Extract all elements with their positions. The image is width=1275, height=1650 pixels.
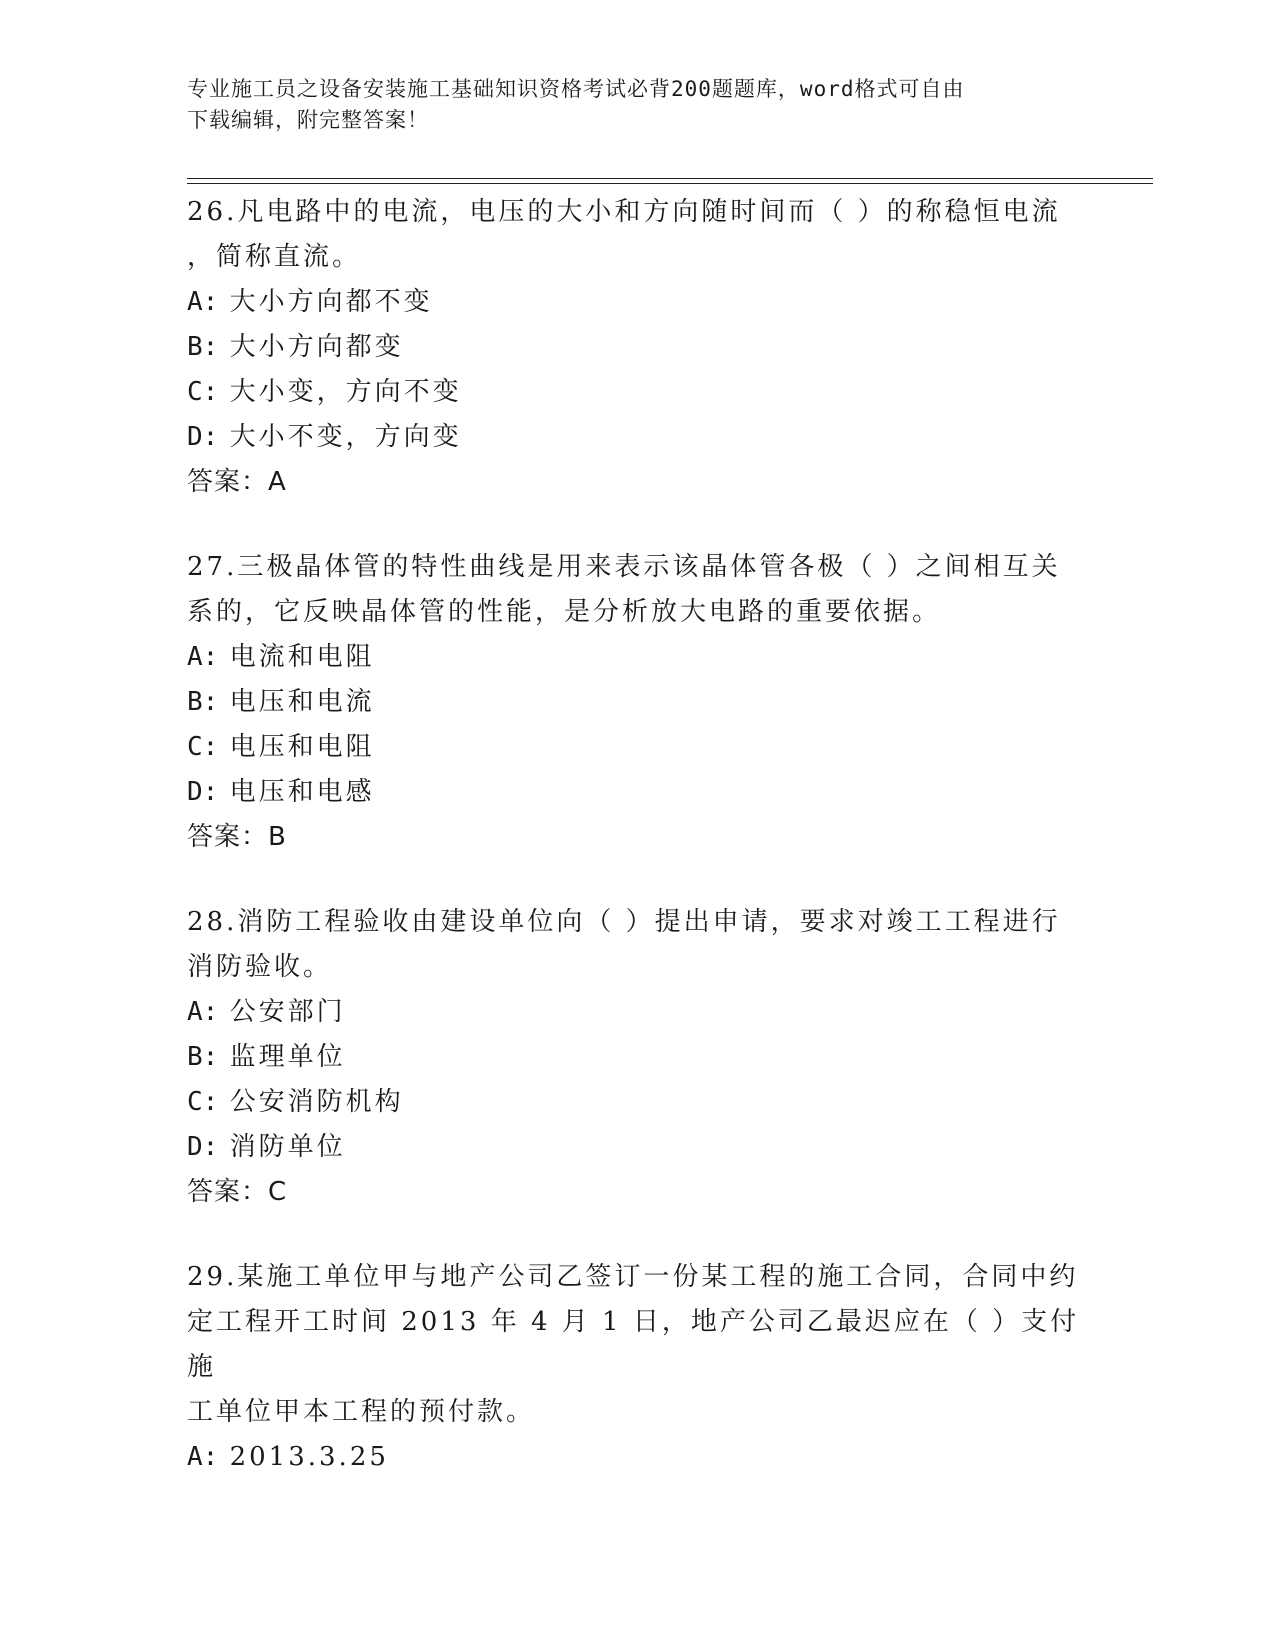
question-stem-line: 29.某施工单位甲与地产公司乙签订一份某工程的施工合同，合同中约: [187, 1262, 1079, 1292]
option-text: 监理单位: [229, 1042, 346, 1072]
option-text: 消防单位: [229, 1132, 346, 1162]
option-text: 电压和电感: [229, 777, 375, 807]
option-letter: B:: [187, 332, 219, 362]
option-letter: B:: [187, 1042, 219, 1072]
option-letter: B:: [187, 687, 219, 717]
option-letter: A:: [187, 642, 219, 672]
question-stem-line: 定工程开工时间 2013 年 4 月 1 日，地产公司乙最迟应在（ ）支付施: [187, 1307, 1080, 1382]
option-text: 电压和电阻: [229, 732, 375, 762]
option-a: [187, 635, 1087, 680]
answer-line: 答案：C: [187, 1177, 288, 1207]
question-stem-line: 消防验收。: [187, 952, 333, 982]
question-list: [187, 190, 1087, 1520]
question-stem-line: 系的，它反映晶体管的性能，是分析放大电路的重要依据。: [187, 597, 942, 627]
option-text: 电流和电阻: [229, 642, 375, 672]
option-letter: A:: [187, 287, 219, 317]
question-27: [187, 545, 1087, 860]
question-stem-line: ，简称直流。: [187, 242, 362, 272]
option-text: 公安部门: [229, 997, 346, 1027]
option-c: [187, 725, 1087, 770]
option-letter: D:: [187, 1132, 219, 1162]
option-text: 2013.3.25: [229, 1442, 389, 1472]
question-stem-line: 27.三极晶体管的特性曲线是用来表示该晶体管各极（ ）之间相互关: [187, 552, 1061, 582]
option-text: 大小方向都不变: [229, 287, 433, 317]
header-rule-top: [187, 178, 1153, 179]
header-line-2: 下载编辑，附完整答案！: [187, 108, 429, 132]
option-a: [187, 280, 1087, 325]
option-a: [187, 1435, 1087, 1480]
option-text: 大小方向都变: [229, 332, 404, 362]
question-stem-line: 工单位甲本工程的预付款。: [187, 1397, 536, 1427]
option-letter: D:: [187, 777, 219, 807]
option-letter: D:: [187, 422, 219, 452]
option-a: [187, 990, 1087, 1035]
option-text: 大小不变，方向变: [229, 422, 462, 452]
option-b: [187, 1035, 1087, 1080]
option-c: [187, 1080, 1087, 1125]
option-letter: C:: [187, 732, 219, 762]
answer-line: 答案：B: [187, 822, 287, 852]
question-28: [187, 900, 1087, 1215]
option-text: 大小变，方向不变: [229, 377, 462, 407]
question-stem-line: 26.凡电路中的电流，电压的大小和方向随时间而（ ）的称稳恒电流: [187, 197, 1061, 227]
option-text: 公安消防机构: [229, 1087, 404, 1117]
header-rule-bottom: [187, 183, 1153, 184]
option-d: [187, 415, 1087, 460]
header-line-1: 专业施工员之设备安装施工基础知识资格考试必背200题题库，word格式可自由: [187, 77, 965, 101]
option-b: [187, 680, 1087, 725]
option-letter: C:: [187, 377, 219, 407]
option-d: [187, 1125, 1087, 1170]
question-29: [187, 1255, 1087, 1480]
option-text: 电压和电流: [229, 687, 375, 717]
option-d: [187, 770, 1087, 815]
question-26: [187, 190, 1087, 505]
document-header: [187, 74, 1067, 136]
option-b: [187, 325, 1087, 370]
question-stem-line: 28.消防工程验收由建设单位向（ ）提出申请，要求对竣工工程进行: [187, 907, 1061, 937]
option-letter: A:: [187, 997, 219, 1027]
option-c: [187, 370, 1087, 415]
answer-line: 答案：A: [187, 467, 287, 497]
option-letter: A:: [187, 1442, 219, 1472]
option-letter: C:: [187, 1087, 219, 1117]
